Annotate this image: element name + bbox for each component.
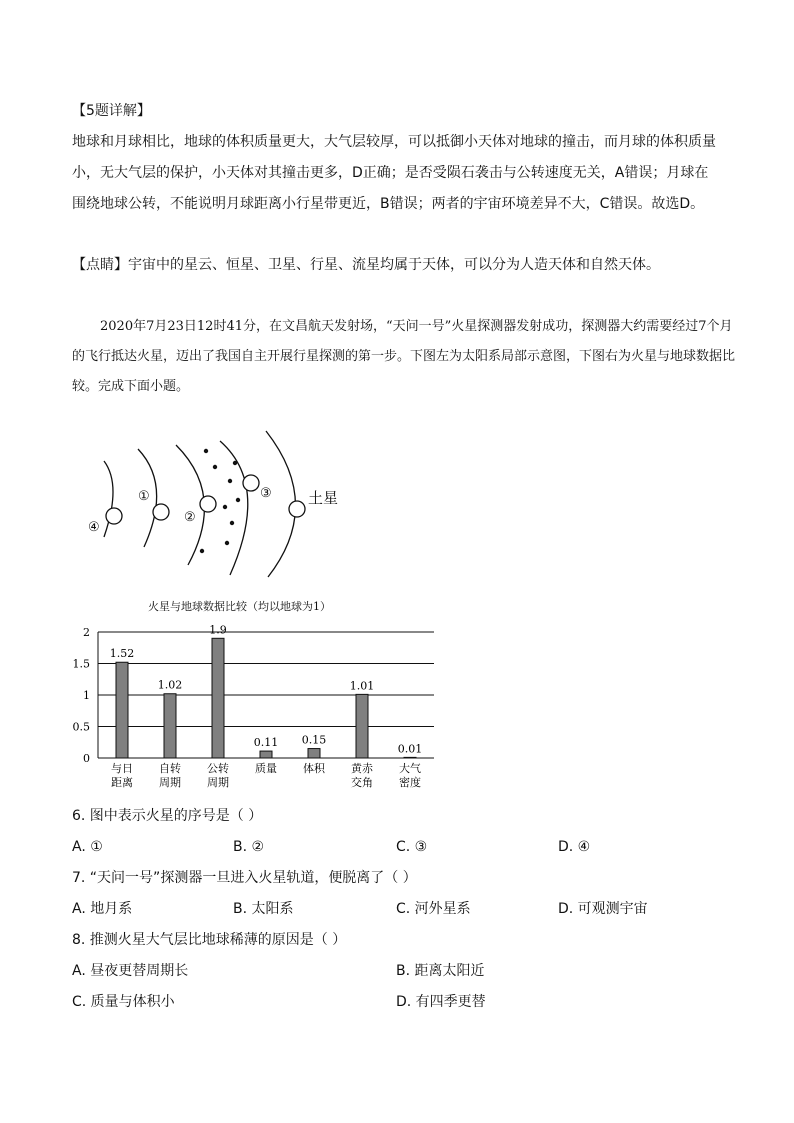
q8-option-c[interactable]: C. 质量与体积小: [72, 994, 175, 1010]
y-tick-label: 0: [83, 752, 90, 765]
bar: [212, 638, 224, 758]
section5-line-1: 地球和月球相比，地球的体积质量更大，大气层较厚，可以抵御小天体对地球的撞击，而月球的体积质量: [72, 134, 716, 150]
label-3: ③: [260, 486, 272, 501]
comment-note: 【点睛】宇宙中的星云、恒星、卫星、行星、流星均属于天体，可以分为人造天体和自然天体。: [72, 257, 660, 273]
q6-option-d[interactable]: D. ④: [558, 839, 591, 855]
q6-option-c[interactable]: C. ③: [396, 839, 428, 855]
q6-option-a[interactable]: A. ①: [72, 839, 103, 855]
bar: [164, 694, 176, 758]
y-tick-label: 1: [83, 689, 90, 702]
q8-option-d[interactable]: D. 有四季更替: [396, 994, 486, 1010]
x-category-label: 周期: [159, 776, 181, 789]
q7-option-b[interactable]: B. 太阳系: [233, 901, 294, 917]
orbit-1: [104, 461, 113, 537]
planet-3: [243, 475, 259, 491]
q8-option-a[interactable]: A. 昼夜更替周期长: [72, 963, 189, 979]
question-7-stem: 7. “天问一号”探测器一旦进入火星轨道，便脱离了（ ）: [72, 870, 417, 886]
bar-value-label: 1.02: [157, 678, 183, 692]
q6-option-b[interactable]: B. ②: [233, 839, 265, 855]
x-category-label: 自转: [159, 762, 181, 775]
solar-system-diagram: [80, 425, 380, 585]
x-category-label: 密度: [399, 776, 421, 789]
bar: [308, 749, 320, 758]
label-1: ①: [138, 489, 150, 504]
section5-line-2: 小，无大气层的保护，小天体对其撞击更多，D正确；是否受陨石袭击与公转速度无关，A错误；月球在: [72, 165, 709, 181]
planet-4: [106, 508, 122, 524]
x-category-label: 大气: [399, 762, 421, 775]
planet-saturn: [289, 501, 305, 517]
bar-value-label: 0.01: [397, 742, 423, 756]
bar-value-label: 1.9: [209, 623, 227, 637]
bar: [116, 662, 128, 758]
x-category-label: 质量: [255, 762, 277, 775]
material-intro: 2020年7月23日12时41分，在文昌航天发射场，“天问一号”火星探测器发射成功，探测器大约需要经过7个月的飞行抵达火星，迈出了我国自主开展行星探测的第一步。下图左为太阳系局部示意图，下图右为火星与地球数据比较。完成下面小题。: [72, 319, 736, 394]
q8-option-b[interactable]: B. 距离太阳近: [396, 963, 485, 979]
question-8-stem: 8. 推测火星大气层比地球稀薄的原因是（ ）: [72, 932, 347, 948]
bar-value-label: 0.11: [253, 736, 279, 750]
q7-option-a[interactable]: A. 地月系: [72, 901, 133, 917]
y-tick-label: 0.5: [72, 720, 90, 734]
bar: [260, 751, 272, 758]
section5-line-3: 围绕地球公转，不能说明月球距离小行星带更近，B错误；两者的宇宙环境差异不大，C错误。故选D。: [72, 196, 705, 212]
x-category-label: 体积: [303, 762, 325, 775]
planet-1: [153, 504, 169, 520]
bar-value-label: 0.15: [301, 733, 327, 747]
x-category-label: 周期: [207, 776, 229, 789]
x-category-label: 距离: [111, 776, 133, 789]
question-6-stem: 6. 图中表示火星的序号是（ ）: [72, 808, 263, 824]
y-tick-label: 1.5: [72, 657, 90, 671]
bar: [356, 694, 368, 758]
mars-earth-chart: [68, 618, 468, 798]
bar: [404, 757, 416, 758]
bar-value-label: 1.01: [349, 679, 375, 693]
y-tick-label: 2: [83, 626, 90, 639]
bar-value-label: 1.52: [109, 647, 135, 661]
label-saturn: 土星: [308, 489, 339, 507]
section5-heading: 【5题详解】: [72, 103, 151, 119]
x-category-label: 黄赤: [351, 762, 373, 775]
q7-option-c[interactable]: C. 河外星系: [396, 901, 471, 917]
x-category-label: 公转: [207, 762, 229, 775]
label-2: ②: [184, 510, 196, 525]
x-category-label: 交角: [351, 776, 373, 789]
x-category-label: 与日: [111, 762, 133, 775]
label-4: ④: [88, 520, 100, 535]
planet-2: [200, 496, 216, 512]
q7-option-d[interactable]: D. 可观测宇宙: [558, 901, 648, 917]
chart-title: 火星与地球数据比较（均以地球为1）: [148, 600, 331, 613]
